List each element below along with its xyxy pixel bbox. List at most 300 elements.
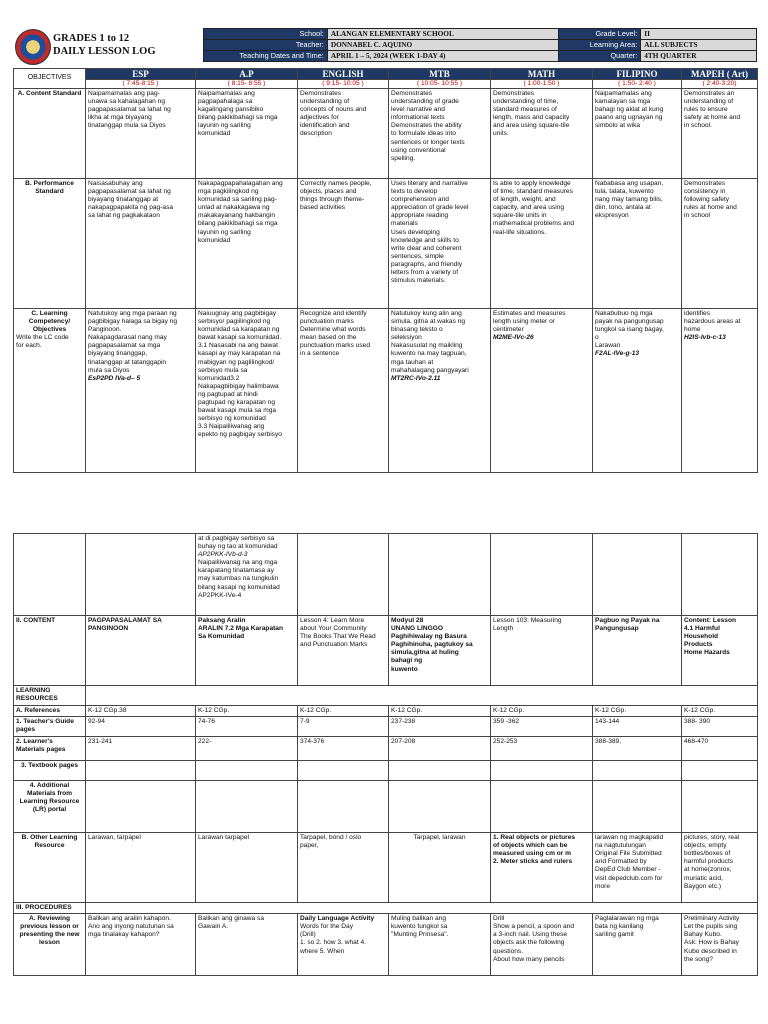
text-line: Nakapagdarasal nang may	[88, 334, 167, 342]
dates-label: Teaching Dates and Time:	[204, 51, 328, 62]
text-line: rules at home and	[684, 204, 737, 212]
lesson-log-page-2	[13, 533, 757, 976]
text-line: sentences, simple	[391, 252, 444, 260]
competency-label-cell	[14, 309, 86, 473]
cell	[196, 781, 298, 833]
text-line: safety at home and	[684, 114, 741, 122]
quarter-label: Quarter:	[559, 51, 641, 62]
text-line: 3.1 Nasasabi na ang bawat	[198, 342, 278, 350]
text-line: description	[300, 130, 332, 138]
text-line: Products	[684, 641, 713, 649]
text-line: 2. Meter sticks and rulers	[493, 858, 573, 866]
text-line: things through theme-	[300, 196, 365, 204]
text-line: Balikan ang ginawa sa	[198, 915, 264, 923]
text-line: Naipamamalas ang pag-	[88, 90, 160, 97]
competency-math-text	[493, 310, 590, 334]
text-line: Recognize and identify	[300, 310, 367, 317]
text-line: following safety	[684, 196, 730, 204]
cell: K-12 CGp.	[593, 706, 682, 717]
text-line: Length	[493, 625, 514, 633]
text-line: Pangungusap	[595, 625, 639, 633]
cell: 74-76	[196, 717, 298, 737]
content-standard-label: A. Content Standard	[14, 89, 86, 179]
cell: K-12 CGp.	[682, 706, 758, 717]
text-line: kamalayan sa mga	[595, 98, 651, 106]
text-line: Nakapagpapahalagahan ang	[198, 180, 283, 187]
text-line: pagpapasalamat sa mga	[88, 342, 161, 350]
text-line: Demonstrates an	[684, 90, 735, 97]
text-line: 4.1 Harmful	[684, 625, 720, 633]
text-line: mga tinalakay kahapon?	[88, 931, 160, 939]
text-line: mabigyan ng paglilingkod/	[198, 358, 275, 366]
text-line: Determine what words	[300, 326, 366, 334]
text-line: Larawan, tarpapel	[88, 834, 141, 842]
text-line: home	[684, 326, 701, 334]
text-line: Paksang Aralin	[198, 617, 246, 624]
text-line: pagpapasalamat sa lahat ng	[88, 188, 171, 196]
text-line: capacity, and area using	[493, 204, 564, 212]
text-line: paragraphs, and friendly	[391, 260, 463, 268]
text-line: bahagi ng aklat at kung	[595, 106, 664, 114]
text-line: square-tile units in	[493, 212, 547, 220]
text-line: and Formatted by	[595, 858, 647, 866]
text-line: Naiuugnay ang pagbibigay	[198, 310, 277, 317]
text-line: makakayanang hakbangin	[198, 212, 275, 220]
text-line: understanding of grade	[391, 98, 459, 106]
text-line: Write the LC code	[16, 334, 69, 342]
text-line: nakapagpapakita ng pag-asa	[88, 204, 174, 212]
text-line: Demonstrates the ability	[391, 122, 462, 130]
text-line: Larawan	[595, 342, 621, 350]
cell	[86, 781, 196, 833]
text-line: pagbibigay halaga sa bigay ng	[88, 318, 178, 326]
text-line: Nakasusulat ng maikling	[391, 342, 463, 350]
text-line: (Drill)	[300, 931, 316, 939]
text-line: tungkol sa isang bagay,	[595, 326, 664, 334]
text-line: understanding of time,	[493, 98, 559, 106]
cell	[298, 534, 389, 616]
text-line: PANGINOON	[88, 625, 129, 633]
text-line: at di pagbigay serbisyo sa	[198, 535, 275, 542]
text-line: Gawain A.	[198, 923, 229, 931]
text-line: in a sentence	[300, 350, 340, 358]
text-line: Baygon etc.)	[684, 882, 722, 890]
competency-mtb-code: MT2RC-IVo-2.11	[391, 374, 441, 382]
quarter-value: 4TH QUARTER	[641, 51, 757, 62]
text-line: Let the pupils sing	[684, 923, 738, 931]
text-line: sariling gamit	[595, 931, 634, 939]
text-line: biyayang tinanggap,	[88, 350, 148, 358]
text-line: LEARNING	[16, 687, 51, 694]
teacher-value: DONNABEL C. AQUINO	[327, 40, 559, 51]
text-line: likha at mga biyayang	[88, 114, 152, 122]
cell	[491, 914, 593, 976]
cell	[389, 616, 491, 686]
cell: K-12 CGp.	[491, 706, 593, 717]
text-line: Bahay Kubo.	[684, 931, 722, 939]
text-line: Nakapagbibigay halimbawa	[198, 382, 279, 390]
text-line: more	[595, 882, 611, 890]
cell: 374-376	[298, 737, 389, 761]
text-line: kuwento	[391, 665, 418, 673]
text-line: seleksiyon	[391, 334, 422, 342]
cell	[682, 761, 758, 781]
text-line: diin, tono, antala at	[595, 204, 651, 212]
cell	[389, 761, 491, 781]
cell	[298, 616, 389, 686]
text-line: kuwento tungkol sa	[391, 923, 448, 931]
teacher-label: Teacher:	[204, 40, 328, 51]
text-line: materials	[391, 220, 418, 228]
text-line: Kubo described in	[684, 947, 737, 955]
cell	[593, 833, 682, 903]
text-line: hazardous areas at	[684, 318, 741, 326]
cell	[491, 179, 593, 309]
cell	[593, 534, 682, 616]
deped-seal-icon	[15, 29, 51, 65]
text-line: Words for the Day	[300, 923, 354, 931]
text-line: pagtupad ng karapatan ng	[198, 399, 275, 407]
learner-materials-label: 2. Learner's Materials pages	[14, 737, 86, 761]
text-line: of objects which can be	[493, 842, 568, 850]
text-line: ekspresyon	[595, 212, 629, 220]
text-line: punctuation marks used	[300, 342, 371, 350]
text-line: layunin ng sariling	[198, 122, 251, 130]
text-line: Drill	[493, 915, 505, 923]
cell	[491, 616, 593, 686]
text-line: Estimates and measures	[493, 310, 566, 317]
competency-mapeh-text	[684, 310, 755, 334]
text-line: a 3-inch nail. Using these	[493, 931, 568, 939]
cell	[389, 914, 491, 976]
text-line: mga tauhan at	[391, 358, 434, 366]
cell	[682, 179, 758, 309]
competency-mtb-text	[391, 310, 488, 375]
text-line: for each.	[16, 342, 42, 350]
continuation-code-2: AP2PKK-IVe-4	[198, 591, 242, 599]
text-line: biyayang tinatanggap at	[88, 196, 159, 204]
cell	[389, 781, 491, 833]
text-line: The Books That We Read	[300, 633, 376, 641]
competency-esp-text	[88, 310, 193, 375]
text-line: appropriate reading	[391, 212, 449, 220]
subject-filipino: FILIPINO	[593, 69, 682, 80]
text-line: 1. so 2. how 3. what 4.	[300, 939, 366, 947]
text-line: Is able to apply knowledge	[493, 180, 571, 187]
text-line: Lesson 103: Measuring	[493, 617, 562, 624]
cell	[298, 89, 389, 179]
text-line: comprehension and	[391, 196, 449, 204]
time-mtb: ( 10:05- 10:55 )	[389, 80, 491, 89]
cell	[196, 309, 298, 473]
text-line: na nagtutulungan	[595, 842, 646, 850]
text-line: komunidad	[198, 130, 231, 138]
cell: 222-	[196, 737, 298, 761]
text-line: buhay ng tao at komunidad	[198, 543, 278, 551]
text-line: and Punctuation Marks	[300, 641, 368, 649]
teacher-guide-label: 1. Teacher's Guide pages	[14, 717, 86, 737]
cell	[196, 534, 298, 616]
text-line: harmful products	[684, 858, 734, 866]
cell	[86, 761, 196, 781]
text-line: C. Learning	[31, 310, 68, 317]
text-line: Uses developing	[391, 228, 440, 236]
text-line: in school	[684, 212, 711, 220]
continuation-text	[198, 535, 295, 551]
cell	[389, 89, 491, 179]
time-filipino: ( 1:50- 2:40 )	[593, 80, 682, 89]
cell	[196, 179, 298, 309]
cell: 388- 390	[682, 717, 758, 737]
text-line: mean based on the	[300, 334, 357, 342]
text-line: based activities	[300, 204, 346, 212]
text-line: karapatang tinatamasa ay	[198, 567, 274, 575]
text-line: identification and	[300, 122, 350, 130]
cell: K-12 CGp.38	[86, 706, 196, 717]
cell: K-12 CGp.	[196, 706, 298, 717]
text-line: Panginoon.	[88, 326, 122, 334]
competency-filipino-text	[595, 310, 679, 350]
text-line: epekto ng pagbigay serbisyo	[198, 431, 282, 439]
text-line: Muling balikan ang	[391, 915, 446, 923]
text-line: RESOURCES	[16, 695, 58, 703]
cell	[389, 833, 491, 903]
cell	[593, 761, 682, 781]
text-line: adjectives for	[300, 114, 339, 122]
text-line: identifies	[684, 310, 711, 317]
text-line: centimeter	[493, 326, 524, 334]
text-line: level narrative and	[391, 106, 445, 114]
text-line: komunidad3.2	[198, 374, 240, 382]
text-line: Pagbuo ng Payak na	[595, 617, 660, 624]
text-line: sentences or longer texts	[391, 138, 465, 146]
text-line: Demonstrates	[391, 90, 433, 97]
competency-mapeh-code: H2IS-Ivb-c-13	[684, 334, 726, 342]
competency-esp-code: EsP2PD IVa-d– 5	[88, 374, 141, 382]
text-line: tinatanggap at tatanggapin	[88, 358, 167, 366]
text-line: objects, places and	[300, 188, 357, 196]
additional-materials-label: 4. Additional Materials from Learning Resource (LR) portal	[14, 781, 86, 833]
cell	[491, 309, 593, 473]
reviewing-lesson-label: A. Reviewing previous lesson or presenting the new lesson	[14, 914, 86, 976]
text-line: serbisyo mula sa	[198, 366, 248, 374]
text-line: Uses literary and narrative	[391, 180, 468, 187]
text-line: tinatanggap mula sa Diyos	[88, 122, 166, 130]
continuation-text-2	[198, 559, 295, 591]
text-line: Tarpapel, bond / oslo	[300, 834, 362, 842]
cell	[593, 309, 682, 473]
subject-mapeh: MAPEH ( Art)	[682, 69, 758, 80]
cell: 468-470	[682, 737, 758, 761]
cell	[593, 179, 682, 309]
text-line: informational texts	[391, 114, 445, 122]
cell	[682, 89, 758, 179]
text-line: simula, gitna at wakas ng	[391, 318, 466, 326]
text-line: using conventional	[391, 146, 446, 154]
cell	[593, 781, 682, 833]
text-line: units.	[493, 130, 509, 138]
cell: 388-389,	[593, 737, 682, 761]
text-line: Natutukoy ang mga paraan ng	[88, 310, 177, 317]
text-line: stimulus materials.	[391, 277, 446, 285]
cell	[682, 616, 758, 686]
cell	[491, 781, 593, 833]
text-line: Naipamamalas ang	[198, 90, 255, 97]
title-line-2: DAILY LESSON LOG	[53, 46, 156, 57]
competency-math-code: M2ME-IVc-26	[493, 334, 534, 342]
text-line: rules to ensure	[684, 106, 728, 114]
text-line: unawa sa kahalagahan ng	[88, 98, 165, 106]
content-table	[13, 533, 758, 976]
text-line: where 5. When	[300, 947, 345, 955]
time-ap: ( 8:15- 8:55 )	[196, 80, 298, 89]
grade-label: Grade Level:	[559, 29, 641, 40]
text-line: in school.	[684, 122, 712, 130]
text-line: measured using cm or m	[493, 850, 572, 858]
text-line: punctuation marks	[300, 318, 354, 326]
text-line: 1. Real objects or pictures	[493, 834, 576, 842]
cell	[593, 616, 682, 686]
cell	[491, 761, 593, 781]
text-line: Demonstrates	[684, 180, 726, 187]
text-line: paano ang ugnayan ng	[595, 114, 663, 122]
text-line: objects ask the following	[493, 939, 565, 947]
text-line: mahahalagang pangyayari	[391, 366, 469, 374]
text-line: unlad at nakakagawa ng	[198, 204, 270, 212]
competency-note	[16, 334, 83, 350]
subject-math: MATH	[491, 69, 593, 80]
text-line: payak na pangungusap	[595, 318, 664, 326]
text-line: mula sa Diyos	[88, 366, 130, 374]
text-line: of length, weight, and	[493, 196, 556, 204]
text-line: write clear and coherent	[391, 244, 462, 252]
text-line: concepts of nouns and	[300, 106, 367, 114]
text-line: understanding of	[684, 98, 734, 106]
text-line: bilang pakikibahagi sa mga	[198, 220, 278, 228]
text-line: questions.	[493, 947, 524, 955]
text-line: PAGPAPASALAMAT SA	[88, 617, 162, 624]
text-line: muriatic acid,	[684, 874, 723, 882]
text-line: spelling.	[391, 154, 416, 162]
cell	[86, 534, 196, 616]
cell: 231-241	[86, 737, 196, 761]
text-line: at home(zonrox,	[684, 866, 732, 874]
text-line: Naipamamalas ang	[595, 90, 652, 97]
cell: 7-9	[298, 717, 389, 737]
cell: 207-208	[389, 737, 491, 761]
cell: 143-144	[593, 717, 682, 737]
text-line: ARALIN 7.2 Mga Karapatan	[198, 625, 284, 633]
text-line: bottles/boxes of	[684, 850, 731, 858]
text-line: the song?	[684, 955, 713, 963]
text-line: mathematical problems and	[493, 220, 574, 228]
text-line: bilang pakikibahagi sa mga	[198, 114, 278, 122]
text-line: letters from a variety of	[391, 269, 459, 277]
text-line: bawat kasapi mula sa mga	[198, 407, 277, 415]
cell: 92-94	[86, 717, 196, 737]
cell	[682, 309, 758, 473]
english-activity-title: Daily Language Activity	[300, 915, 375, 923]
subject-ap: A.P	[196, 69, 298, 80]
other-resource-label: B. Other Learning Resource	[14, 833, 86, 903]
text-line: Natutukoy kung alin ang	[391, 310, 462, 317]
text-line: length using meter or	[493, 318, 555, 326]
text-line: Demonstrates	[493, 90, 535, 97]
text-line: komunidad	[198, 236, 231, 244]
text-line: length, mass and capacity	[493, 114, 570, 122]
text-line: Balikan ang araliin kahapon.	[88, 915, 171, 923]
text-line: objects, empty	[684, 842, 727, 850]
text-line: bilang kasapi ng komunidad	[198, 583, 280, 591]
text-line: serbisyo ng komunidad	[198, 415, 266, 423]
cell	[389, 179, 491, 309]
text-line: and area using square-tile	[493, 122, 570, 130]
text-line: kasapi ay may karapatan na	[198, 350, 281, 358]
text-line: Home Hazards	[684, 649, 730, 657]
cell	[682, 534, 758, 616]
content-label: II. CONTENT	[14, 616, 86, 686]
lesson-log-page-1	[13, 28, 757, 473]
cell	[682, 781, 758, 833]
text-line: Paglalarawan ng mga	[595, 915, 659, 923]
text-line: real-life situations.	[493, 228, 547, 236]
text-line: Preliminary Activity	[684, 915, 740, 923]
text-line: Modyul 28	[391, 617, 424, 624]
dates-value: APRIL 1 – 5, 2024 (WEEK 1-DAY 4)	[327, 51, 559, 62]
competency-label	[16, 310, 83, 334]
cell	[86, 686, 758, 706]
text-line: serbisyo/ pagiilingkod ng	[198, 318, 271, 326]
text-line: o	[595, 334, 599, 342]
area-value: ALL SUBJECTS	[641, 40, 757, 51]
cell	[298, 833, 389, 903]
cell	[86, 903, 758, 914]
text-line: larawan ng magkapatid	[595, 834, 664, 842]
text-line: standard measures of	[493, 106, 557, 114]
text-line: may katumbas na tungkulin	[198, 575, 279, 583]
cell	[682, 914, 758, 976]
cell	[298, 761, 389, 781]
text-line: About how many pencils	[493, 955, 565, 963]
text-line: kuwento na may tagpuan,	[391, 350, 467, 358]
objectives-table	[13, 68, 758, 473]
text-line: pagpapahalaga sa	[198, 98, 253, 106]
cell	[86, 914, 196, 976]
text-line: bawat kasapi sa komunidad.	[198, 334, 282, 342]
learning-resources-label	[14, 686, 86, 706]
time-english: ( 9:15- 10:05 )	[298, 80, 389, 89]
continuation-code-1: AP2PKK-IVb-d-3	[198, 551, 248, 559]
text-line: layunin ng sariling	[198, 228, 251, 236]
text-line: Competency/	[28, 318, 71, 326]
cell	[593, 89, 682, 179]
cell	[491, 89, 593, 179]
cell	[86, 89, 196, 179]
text-line: appreciation of grade level	[391, 204, 469, 212]
text-line: 3.3 Naipaliliwanag ang	[198, 423, 265, 431]
text-line: Show a pencil, a spoon and	[493, 923, 575, 931]
text-line: pictures, story, real	[684, 834, 740, 842]
text-line: Content: Lesson	[684, 617, 737, 624]
cell	[86, 616, 196, 686]
header-info-table	[203, 28, 757, 62]
text-line: consistency in	[684, 188, 726, 196]
text-line: "Munting Prinsesa".	[391, 931, 449, 939]
text-line: paper,	[300, 842, 319, 850]
text-line: mga pagkilingkod ng	[198, 188, 259, 196]
text-line: komunidad sa sariling pag-	[198, 196, 277, 204]
cell	[389, 309, 491, 473]
